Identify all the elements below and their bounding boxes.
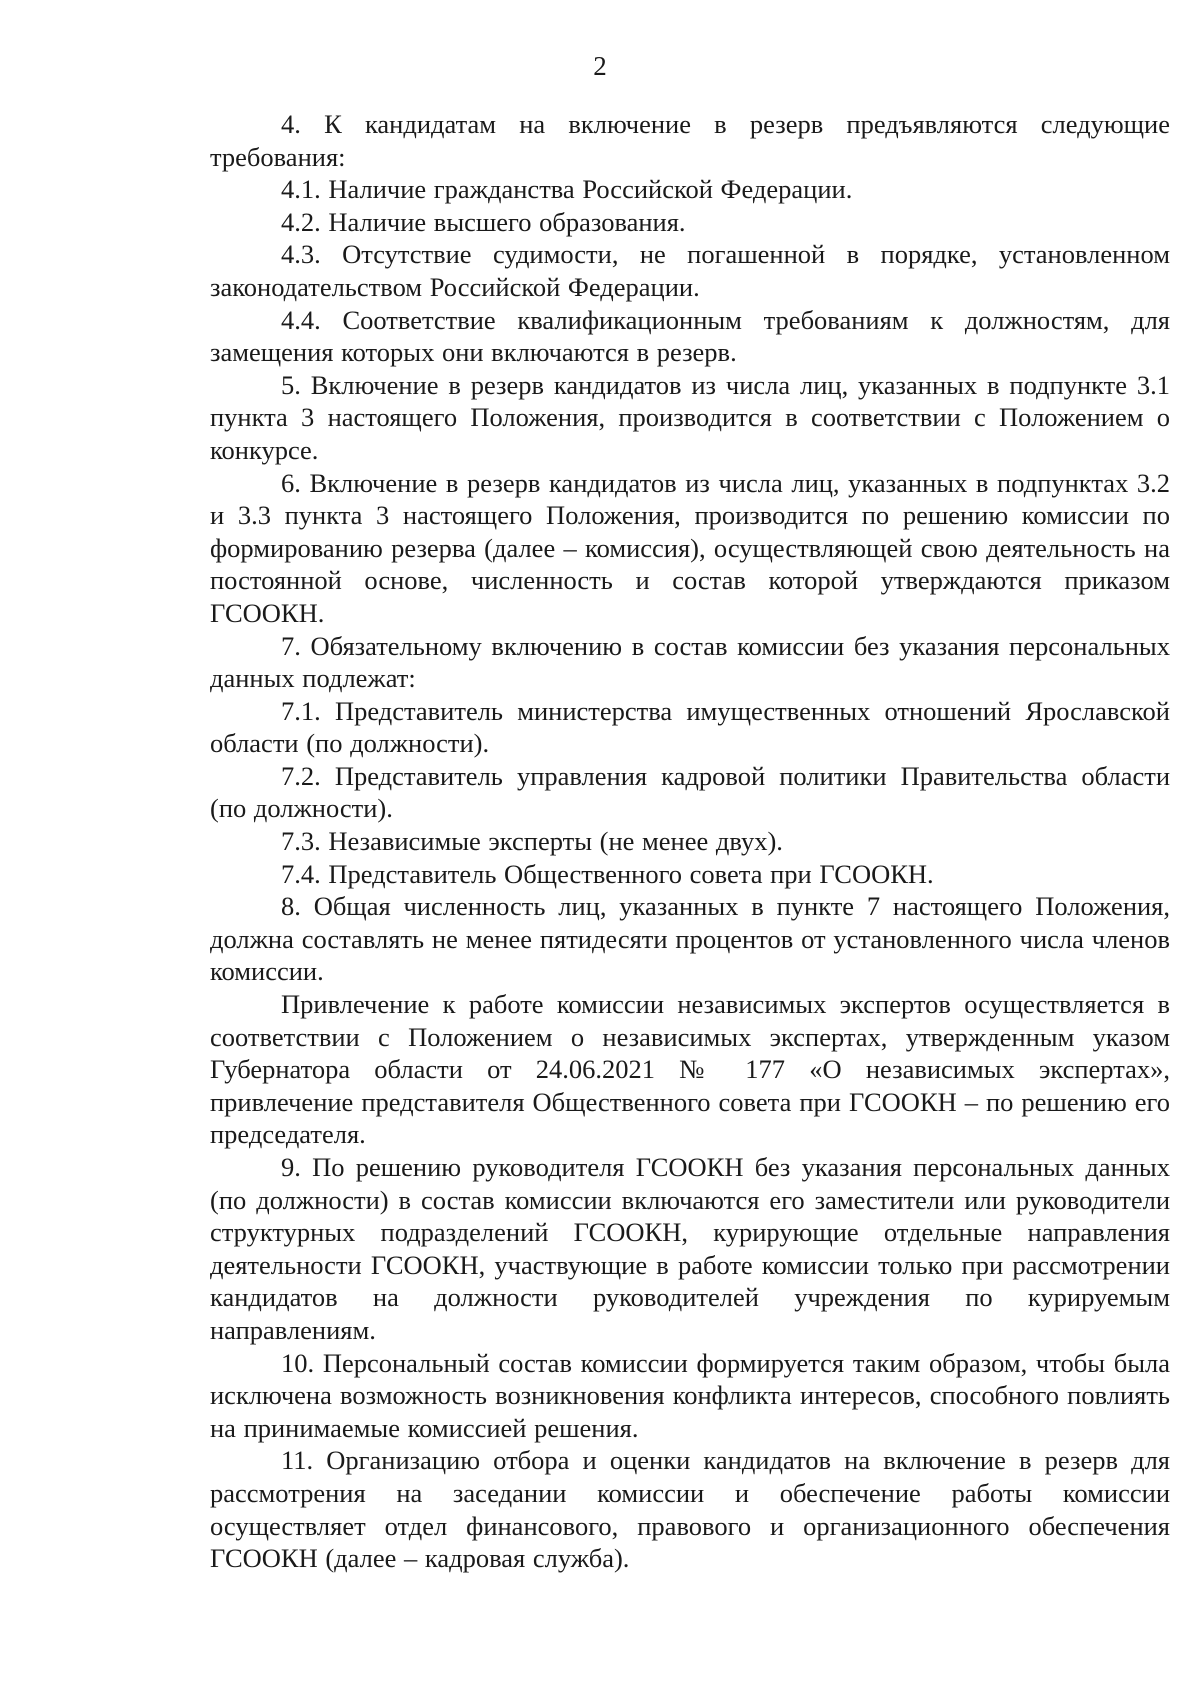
paragraph-4: 4. К кандидатам на включение в резерв предъявляются следующие требования:: [210, 109, 1170, 172]
document-body: [210, 108, 1170, 1575]
paragraph-11: 11. Организацию отбора и оценки кандидатов на включение в резерв для рассмотрения на заседании комиссии и обеспечение работы комиссии осуществляет отдел финансового, правового и организационного обеспечения ГСООКН (далее – кадровая служба).: [210, 1445, 1170, 1574]
paragraph-10: 10. Персональный состав комиссии формируется таким образом, чтобы была исключена возможность возникновения конфликта интересов, способного повлиять на принимаемые комиссией решения.: [210, 1347, 1170, 1443]
paragraph-5: 5. Включение в резерв кандидатов из числа лиц, указанных в подпункте 3.1 пункта 3 настоящего Положения, производится в соответствии с Положением о конкурсе.: [210, 369, 1170, 465]
paragraph-4-1: 4.1. Наличие гражданства Российской Федерации.: [281, 174, 853, 205]
paragraph-8-experts: Привлечение к работе комиссии независимых экспертов осуществляется в соответствии с Положением о независимых экспертах, утвержденным указом Губернатора области от 24.06.2021 № 177 «О независимых экспертах», привлечение представителя Общественного совета при ГСООКН – по решению его председателя.: [210, 989, 1170, 1150]
paragraph-4-4: 4.4. Соответствие квалификационным требованиям к должностям, для замещения которых они включаются в резерв.: [210, 304, 1170, 368]
paragraph-6: 6. Включение в резерв кандидатов из числа лиц, указанных в подпунктах 3.2 и 3.3 пункта 3 настоящего Положения, производится по решению комиссии по формированию резерва (далее – комиссия), осуществляющей свою деятельность на постоянной основе, численность и состав которой утверждаются приказом ГСООКН.: [210, 467, 1170, 628]
paragraph-7: 7. Обязательному включению в состав комиссии без указания персональных данных подлежат:: [210, 630, 1170, 694]
paragraph-9: 9. По решению руководителя ГСООКН без указания персональных данных (по должности) в состав комиссии включаются его заместители или руководители структурных подразделений ГСООКН, курирующие отдельные направления деятельности ГСООКН, участвующие в работе комиссии только при рассмотрении кандидатов на должности руководителей учреждения по курируемым направлениям.: [210, 1152, 1170, 1345]
paragraph-7-2: 7.2. Представитель управления кадровой политики Правительства области (по должности).: [210, 760, 1170, 824]
paragraph-4-2: 4.2. Наличие высшего образования.: [281, 206, 686, 237]
page-number: 2: [593, 51, 607, 81]
paragraph-7-4: 7.4. Представитель Общественного совета при ГСООКН.: [281, 858, 934, 889]
paragraph-7-1: 7.1. Представитель министерства имущественных отношений Ярославской области (по должности).: [210, 695, 1170, 759]
paragraph-4-3: 4.3. Отсутствие судимости, не погашенной в порядке, установленном законодательством Российской Федерации.: [210, 239, 1170, 302]
paragraph-8: 8. Общая численность лиц, указанных в пункте 7 настоящего Положения, должна составлять не менее пятидесяти процентов от установленного числа членов комиссии.: [210, 891, 1170, 987]
paragraph-7-3: 7.3. Независимые эксперты (не менее двух).: [281, 826, 783, 857]
